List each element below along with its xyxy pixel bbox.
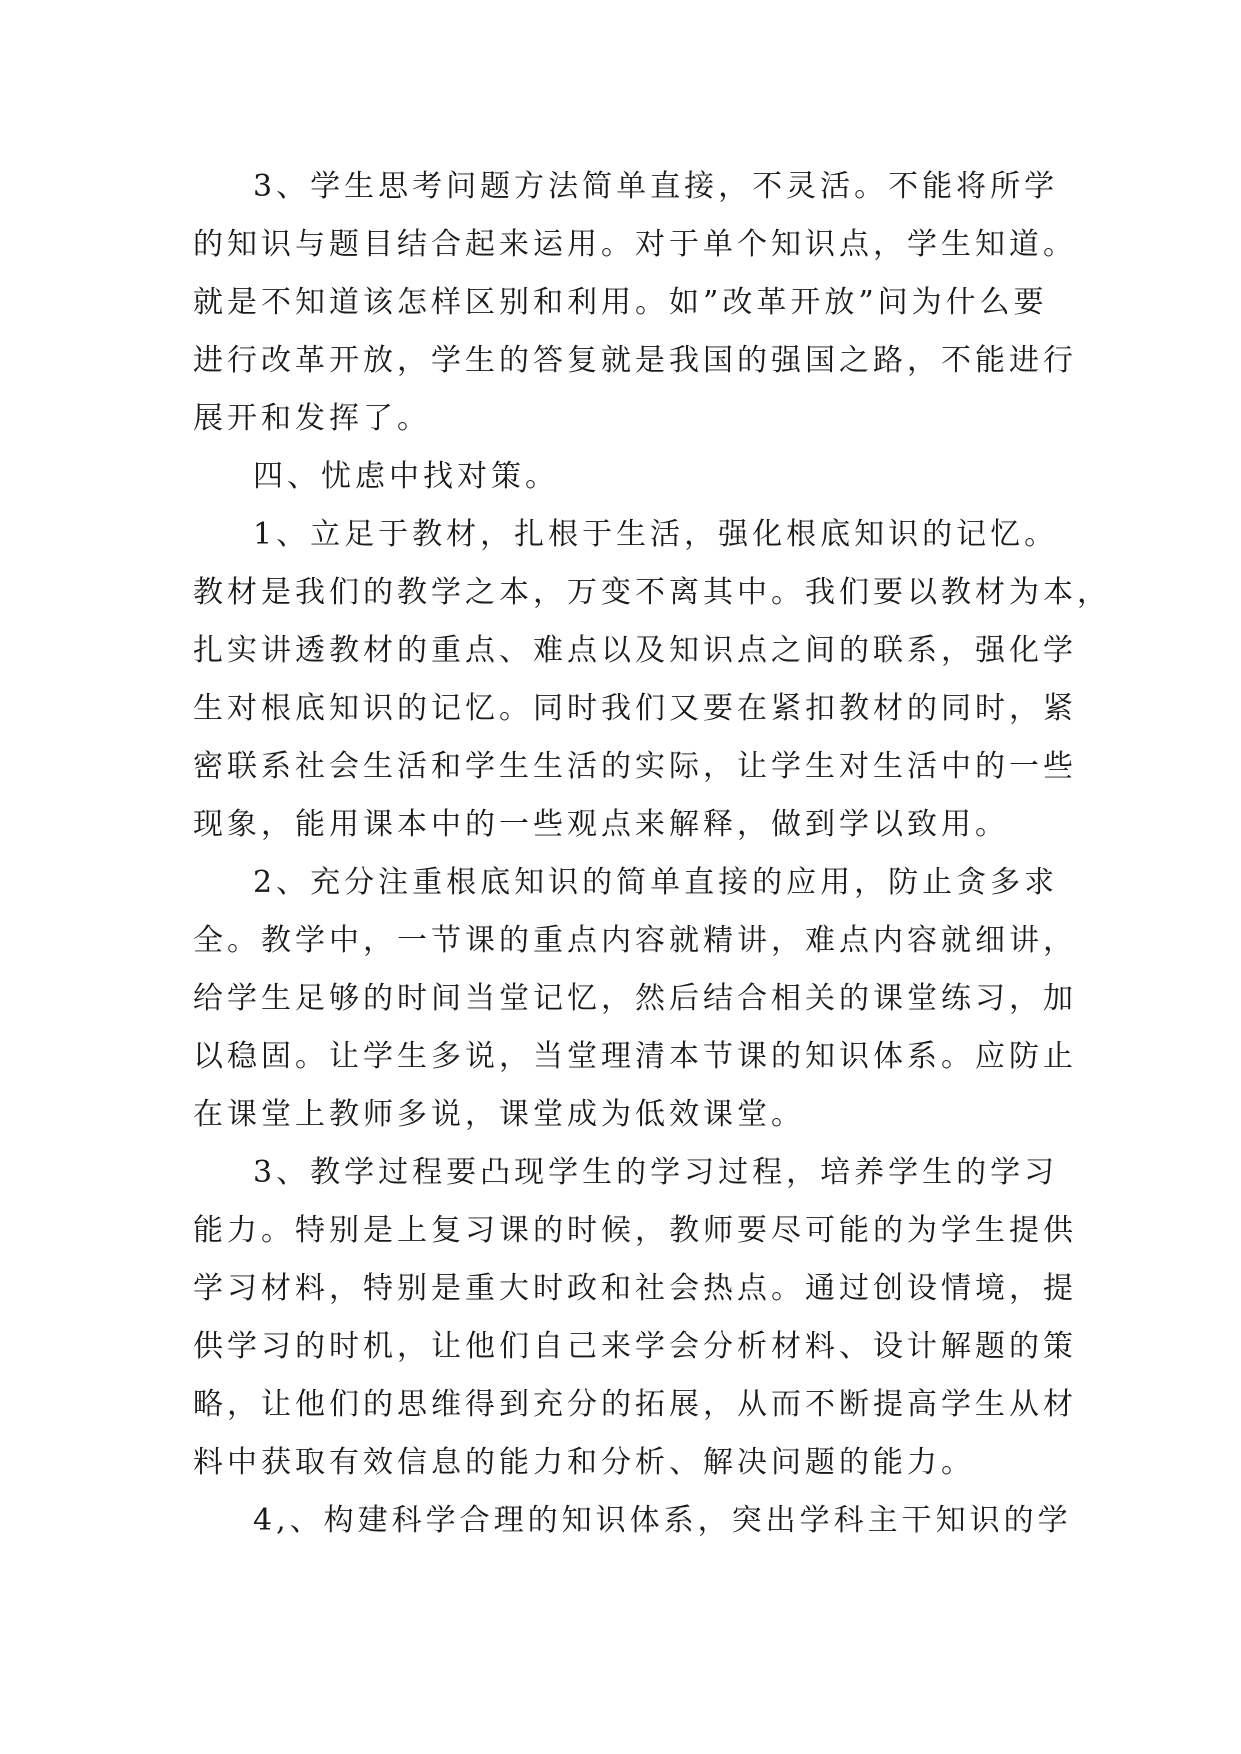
paragraph-strategy-2 xyxy=(193,854,1077,1144)
text-line: 就是不知道该怎样区别和利用。如”改革开放”问为什么要 xyxy=(193,285,1048,320)
section-heading-countermeasures xyxy=(193,448,1063,506)
paragraph-strategy-4 xyxy=(193,1492,1072,1550)
text-line: 扎实讲透教材的重点、难点以及知识点之间的联系，强化学 xyxy=(193,633,1077,668)
text-line: 略，让他们的思维得到充分的拓展，从而不断提高学生从材 xyxy=(193,1387,1077,1422)
paragraph-strategy-3 xyxy=(193,1144,1077,1492)
text-line: 3、教学过程要凸现学生的学习过程，培养学生的学习 xyxy=(253,1155,1059,1190)
paragraph-problem-3 xyxy=(193,158,1077,448)
text-line: 给学生足够的时间当堂记忆，然后结合相关的课堂练习，加 xyxy=(193,981,1077,1016)
text-line: 学习材料，特别是重大时政和社会热点。通过创设情境，提 xyxy=(193,1271,1077,1306)
text-line: 密联系社会生活和学生生活的实际，让学生对生活中的一些 xyxy=(193,749,1077,784)
text-line: 现象，能用课本中的一些观点来解释，做到学以致用。 xyxy=(193,807,1009,842)
text-line: 1、立足于教材，扎根于生活，强化根底知识的记忆。 xyxy=(253,517,1059,552)
section-heading: 四、忧虑中找对策。 xyxy=(253,459,559,494)
text-line: 生对根底知识的记忆。同时我们又要在紧扣教材的同时，紧 xyxy=(193,691,1077,726)
text-line: 全。教学中，一节课的重点内容就精讲，难点内容就细讲， xyxy=(193,923,1077,958)
text-line: 教材是我们的教学之本，万变不离其中。我们要以教材为本， xyxy=(193,575,1111,610)
text-line: 4,、构建科学合理的知识体系，突出学科主干知识的学 xyxy=(253,1503,1072,1538)
text-line: 供学习的时机，让他们自己来学会分析材料、设计解题的策 xyxy=(193,1329,1077,1364)
text-line: 2、充分注重根底知识的简单直接的应用，防止贪多求 xyxy=(253,865,1059,900)
document-body xyxy=(193,158,1111,1550)
text-line: 的知识与题目结合起来运用。对于单个知识点，学生知道。 xyxy=(193,227,1077,262)
paragraph-strategy-1 xyxy=(193,506,1111,854)
text-line: 料中获取有效信息的能力和分析、解决问题的能力。 xyxy=(193,1445,975,1480)
text-line: 展开和发挥了。 xyxy=(193,401,431,436)
text-line: 以稳固。让学生多说，当堂理清本节课的知识体系。应防止 xyxy=(193,1039,1077,1074)
text-line: 能力。特别是上复习课的时候，教师要尽可能的为学生提供 xyxy=(193,1213,1077,1248)
text-line: 3、学生思考问题方法简单直接，不灵活。不能将所学 xyxy=(253,169,1059,204)
text-line: 进行改革开放，学生的答复就是我国的强国之路，不能进行 xyxy=(193,343,1077,378)
text-line: 在课堂上教师多说，课堂成为低效课堂。 xyxy=(193,1097,805,1132)
